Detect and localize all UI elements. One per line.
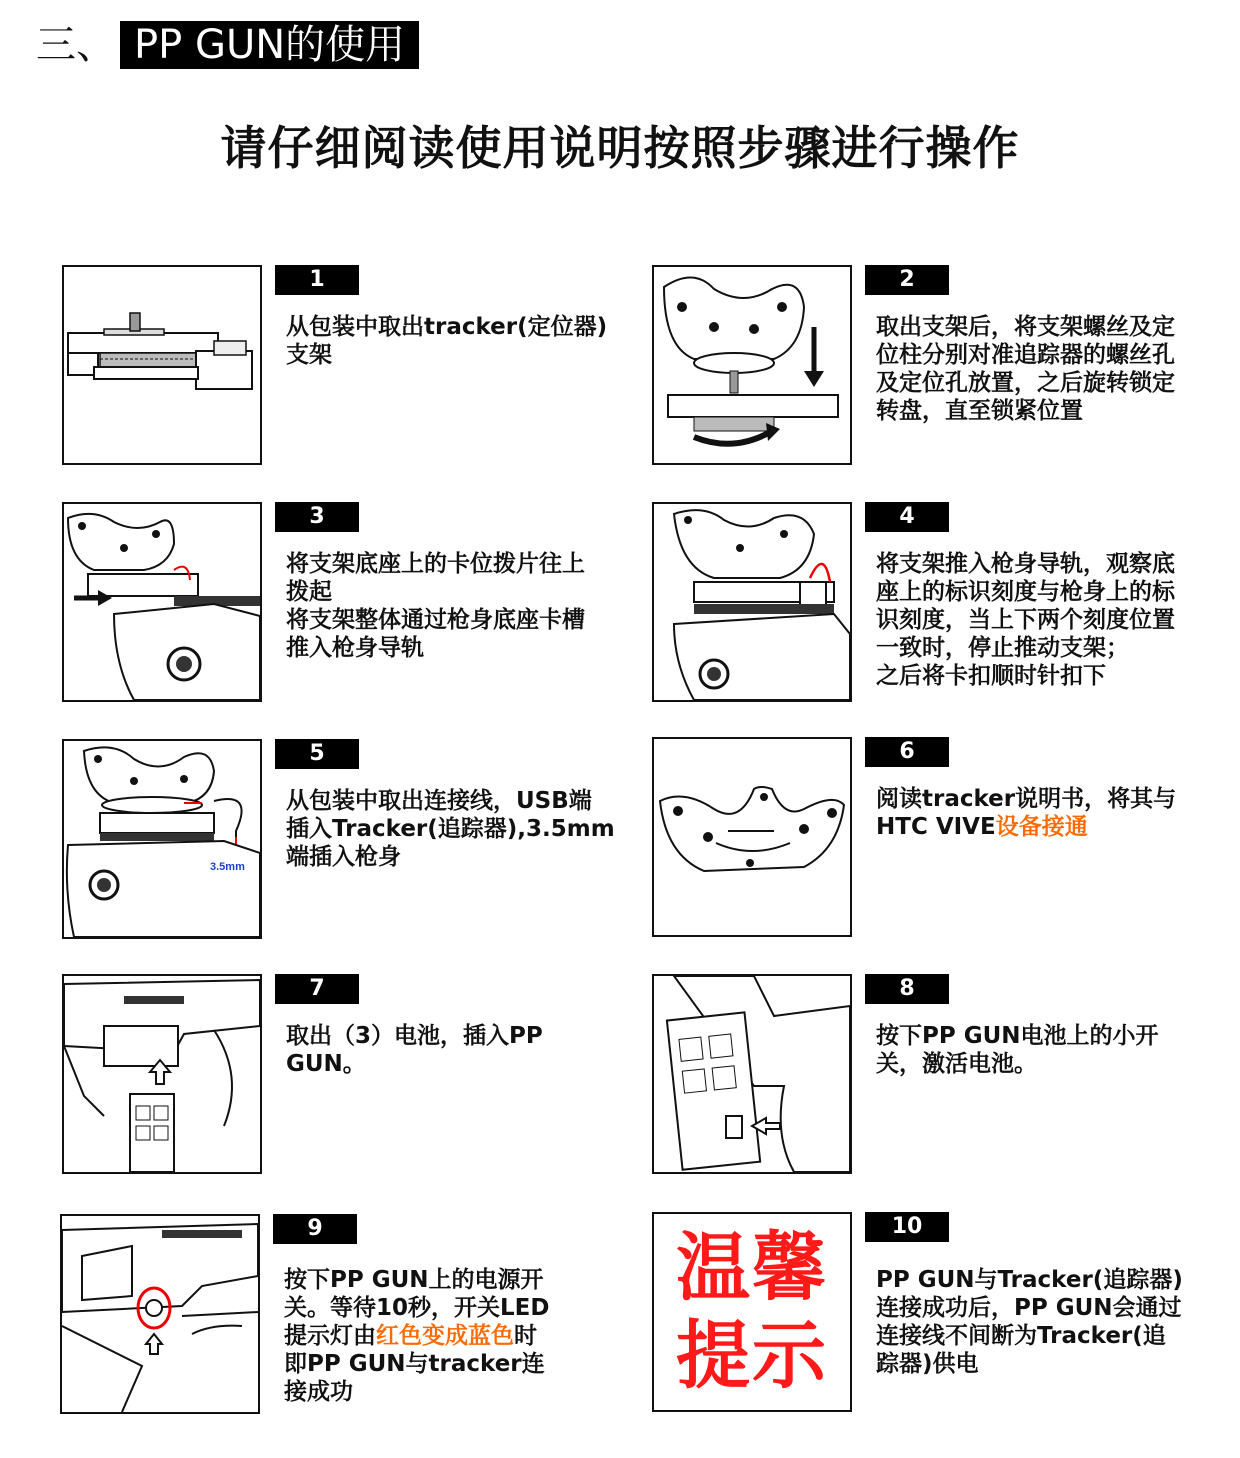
- step-2-line: 及定位孔放置，之后旋转锁定: [876, 370, 1175, 396]
- step-10: [652, 1212, 1232, 1412]
- step-8-line: 按下PP GUN电池上的小开: [876, 1023, 1159, 1049]
- step-1-line: 从包装中取出tracker(定位器): [286, 314, 608, 340]
- step-4-description: [876, 550, 1232, 690]
- step-7: [62, 974, 642, 1174]
- step-9-line: [284, 1322, 640, 1350]
- step-8: [652, 974, 1232, 1174]
- step-2-line: 取出支架后，将支架螺丝及定: [876, 314, 1175, 340]
- step-4-line: 识刻度，当上下两个刻度位置: [876, 607, 1175, 633]
- step-6-illustration: [652, 737, 852, 937]
- step-7-number-badge: 7: [275, 974, 359, 1004]
- step-9-line: 即PP GUN与tracker连: [284, 1351, 545, 1377]
- cable-connect-icon: [64, 741, 260, 937]
- step-3: [62, 502, 642, 702]
- step-9-text: 提示灯由: [284, 1323, 376, 1349]
- tracker-mount-icon: [64, 267, 260, 463]
- step-5-line: 端插入枪身: [286, 844, 401, 870]
- gun-rail-icon: [64, 504, 260, 700]
- step-6-number-badge: 6: [865, 737, 949, 767]
- step-4-line: 一致时，停止推动支架；: [876, 635, 1129, 661]
- step-9-description: [284, 1266, 640, 1406]
- tracker-attach-icon: [654, 267, 850, 463]
- step-1-description: [286, 313, 642, 369]
- step-6-description: [876, 785, 1232, 841]
- step-8-description: [876, 1022, 1232, 1078]
- section-label: PP GUN的使用: [120, 21, 419, 69]
- section-number: 三、: [36, 22, 116, 68]
- step-5-line: 插入Tracker(追踪器),3.5mm: [286, 816, 615, 842]
- step-1: [62, 265, 642, 465]
- step-10-line: 踪器)供电: [876, 1351, 979, 1377]
- step-8-illustration: [652, 974, 852, 1174]
- warm-tip-line: 温馨: [676, 1225, 828, 1311]
- step-7-description: [286, 1022, 642, 1078]
- step-7-illustration: [62, 974, 262, 1174]
- step-6-line: [876, 813, 1232, 841]
- power-button-icon: [62, 1216, 258, 1412]
- cable-size-label: 3.5mm: [210, 861, 245, 873]
- step-4-line: 将支架推入枪身导轨，观察底: [876, 551, 1175, 577]
- step-3-line: 拨起: [286, 579, 332, 605]
- step-2: [652, 265, 1232, 465]
- step-4-number-badge: 4: [865, 502, 949, 532]
- step-3-line: 推入枪身导轨: [286, 635, 424, 661]
- step-9-illustration: [60, 1214, 260, 1414]
- step-9-line: 按下PP GUN上的电源开: [284, 1267, 544, 1293]
- step-10-line: PP GUN与Tracker(追踪器): [876, 1267, 1183, 1293]
- step-3-illustration: [62, 502, 262, 702]
- warm-tip-line: 提示: [676, 1313, 828, 1399]
- step-9-number-badge: 9: [273, 1214, 357, 1244]
- step-5-description: [286, 787, 642, 871]
- step-9-highlight-text: 红色变成蓝色: [376, 1323, 514, 1349]
- step-8-number-badge: 8: [865, 974, 949, 1004]
- vive-tracker-icon: [654, 739, 850, 935]
- step-5: [62, 739, 642, 939]
- step-6-device-name: HTC VIVE: [876, 814, 996, 840]
- step-2-line: 位柱分别对准追踪器的螺丝孔: [876, 342, 1175, 368]
- step-2-line: 转盘，直至锁紧位置: [876, 398, 1083, 424]
- step-3-description: [286, 550, 642, 662]
- step-9-line: 接成功: [284, 1379, 353, 1405]
- step-9-line: 关。等待10秒，开关LED: [284, 1295, 550, 1321]
- gun-rail-lock-icon: [654, 504, 850, 700]
- step-5-illustration: [62, 739, 262, 939]
- step-1-number-badge: 1: [275, 265, 359, 295]
- step-10-line: 连接成功后，PP GUN会通过: [876, 1295, 1182, 1321]
- step-2-description: [876, 313, 1232, 425]
- section-heading: [36, 20, 419, 70]
- step-5-number-badge: 5: [275, 739, 359, 769]
- step-6: [652, 737, 1232, 937]
- step-4: [652, 502, 1232, 702]
- step-6-highlight-text: 设备接通: [995, 814, 1088, 840]
- step-6-line: 阅读tracker说明书，将其与: [876, 786, 1177, 812]
- step-2-illustration: [652, 265, 852, 465]
- step-4-illustration: [652, 502, 852, 702]
- step-3-line: 将支架整体通过枪身底座卡槽: [286, 607, 585, 633]
- step-8-line: 关，激活电池。: [876, 1051, 1037, 1077]
- step-7-line: GUN。: [286, 1051, 366, 1077]
- step-10-description: [876, 1266, 1232, 1378]
- step-7-line: 取出（3）电池，插入PP: [286, 1023, 543, 1049]
- page-title: 请仔细阅读使用说明按照步骤进行操作: [220, 121, 1020, 175]
- battery-insert-icon: [64, 976, 260, 1172]
- step-2-number-badge: 2: [865, 265, 949, 295]
- step-4-line: 之后将卡扣顺时针扣下: [876, 663, 1106, 689]
- step-5-line: 从包装中取出连接线，USB端: [286, 788, 592, 814]
- warm-tip-box: [652, 1212, 852, 1412]
- step-10-number-badge: 10: [865, 1212, 949, 1242]
- step-1-line: 支架: [286, 342, 332, 368]
- step-1-illustration: [62, 265, 262, 465]
- step-3-number-badge: 3: [275, 502, 359, 532]
- step-9-text: 时: [514, 1323, 537, 1349]
- step-10-line: 连接线不间断为Tracker(追: [876, 1323, 1166, 1349]
- step-9: [60, 1214, 640, 1414]
- step-3-line: 将支架底座上的卡位拨片往上: [286, 551, 585, 577]
- battery-switch-icon: [654, 976, 850, 1172]
- step-4-line: 座上的标识刻度与枪身上的标: [876, 579, 1175, 605]
